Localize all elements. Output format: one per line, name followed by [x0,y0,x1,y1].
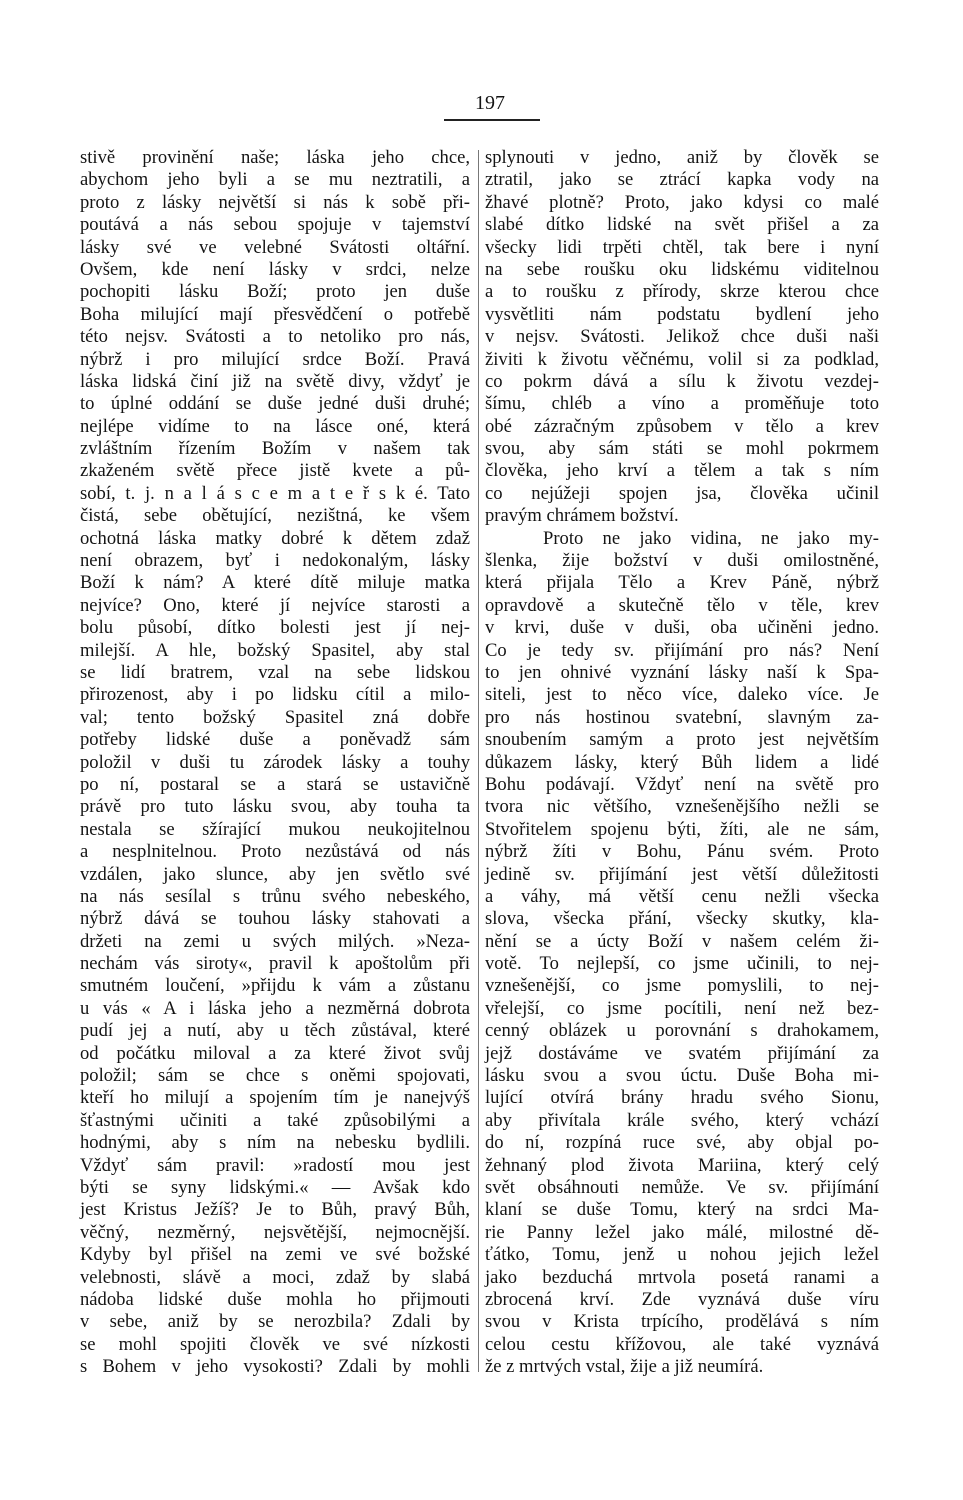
text-line: v nejsv. Svátosti. Jelikož chce duši naši [485,326,879,348]
page-number: 197 [475,92,505,114]
text-line: položil v duši tu zárodek lásky a touhy [80,751,470,773]
text-line: vřelejší, co jsme pocítili, není než bez- [485,997,879,1019]
text-line: šlenka, žije božství v duši omilostněné, [485,550,879,572]
text-line: této nejsv. Svátosti a to netoliko pro nás, [80,326,470,348]
left-column [80,147,470,1378]
text-line: živiti k životu věčnému, volil si za podklad, [485,348,879,370]
text-line: co pokrm dává a sílu k životu vezdej- [485,370,879,392]
text-line: tvora nic většího, vznešenějšího nežli se [485,796,879,818]
text-line: potřeby lidské duše a poněvadž sám [80,729,470,751]
text-line: a to roušku z přírody, skrze kterou chce [485,281,879,303]
text-line: lásku svou a svou úctu. Duše Boha mi- [485,1065,879,1087]
text-line: svou, aby sám státi se mohl pokrmem [485,438,879,460]
text-line: zbrocená krví. Zde vyznává duše víru [485,1288,879,1310]
text-line: zvláštním řízením Božím v našem tak [80,438,470,460]
text-line: šímu, chléb a víno a proměňuje toto [485,393,879,415]
text-line: kteří ho milují a spojením tím je nanejvýš [80,1087,470,1109]
text-line: slova, všecka přání, všecky skutky, kla- [485,908,879,930]
text-line: důkazem lásky, který Bůh lidem a lidé [485,751,879,773]
text-line: pravým chrámem božství. [485,505,679,527]
text-line: obé zázračným způsobem v tělo a krev [485,415,879,437]
text-line: čistá, sebe obětující, nezištná, ke všem [80,505,470,527]
text-line: snoubením samým a proto jest největším [485,729,879,751]
text-line: jejž dostáváme ve svatém přijímání za [485,1042,879,1064]
text-line: stivě provinění naše; láska jeho chce, [80,147,470,168]
text-line: a váhy, má větší cenu nežli všecka [485,885,879,907]
text-line: žehnaný plod života Mariina, který celý [485,1154,879,1176]
text-line: zkaženém světě přece jistě kvete a pů- [80,460,470,482]
text-line: sobí, t. j. n a l á s c e m a t e ř s k é. Tato [80,482,470,504]
text-line: Proto ne jako vidina, ne jako my- [543,527,879,549]
text-line: celou cestu křížovou, ale také vyznává [485,1333,879,1355]
text-line: ochotná láska matky dobré k dětem zdaž [80,527,470,549]
text-line: ťátko, Tomu, jenž u nohou jejich ležel [485,1244,879,1266]
text-line: žhavé plotně? Proto, jako kdysi co malé [485,191,879,213]
text-line: to jen ohnivé vyznání lásky naší k Spa- [485,661,879,683]
text-line: od počátku miloval a za které život svůj [80,1042,470,1064]
text-line: přirozenost, aby i po lidsku cítil a milo- [80,684,470,706]
text-line: vzdálen, jako slunce, aby jen světlo své [80,863,470,885]
text-line: jest Kristus Ježíš? Je to Bůh, pravý Bůh, [80,1199,470,1221]
text-line: Co je tedy sv. přijímání pro nás? Není [485,639,879,661]
text-line: pudí jej a nutí, aby u těch zůstával, které [80,1020,470,1042]
text-line: láska lidská činí již na světě divy, vždyť je [80,370,470,392]
text-line: nýbrž dává se touhou lásky stahovati a [80,908,470,930]
text-line: ztratil, jako se ztrácí kapka vody na [485,169,879,191]
text-line: velebnosti, slávě a moci, zdaž by slabá [80,1266,470,1288]
text-line: votě. To nejlepší, co jsme učinili, to nej- [485,953,879,975]
text-line: Stvořitelem spojenu býti, žíti, ale ne sám, [485,818,879,840]
text-line: se lidí bratrem, vzal na sebe lidskou [80,661,470,683]
text-line: vznešenější, co jsme pomyslili, to nej- [485,975,879,997]
text-line: lující otvírá brány hradu svého Sionu, [485,1087,879,1109]
text-line: jako bezduchá mrtvola posetá ranami a [485,1266,879,1288]
text-line: člověka, jeho krví a tělem a tak s ním [485,460,879,482]
column-divider [478,150,479,1372]
text-line: na nás sesílal s trůnu svého nebeského, [80,885,470,907]
text-line: že z mrtvých vstal, žije a již neumírá. [485,1356,764,1378]
text-line: není obrazem, byť i nedokonalým, lásky [80,550,470,572]
text-line: nejvíce? Ono, které jí nejvíce starosti a [80,594,470,616]
text-line: šťastnými učiniti a také způsobilými a [80,1109,470,1131]
text-line: pro nás hostinou svatební, slavným za- [485,706,879,728]
text-line: proto z lásky největší si nás k sobě při- [80,191,470,213]
text-line: rie Panny ležel jako málé, milostné dě- [485,1221,879,1243]
text-line: lásky své ve velebné Svátosti oltářní. [80,236,470,258]
text-line: nýbrž i pro milující srdce Boží. Pravá [80,348,470,370]
text-line: smutném loučení, »přijdu k vám a zůstanu [80,975,470,997]
text-line: nejlépe vidíme to na lásce oné, která [80,415,470,437]
text-line: Kdyby byl přišel na zemi ve své božské [80,1244,470,1266]
text-line: svět obsáhnouti nemůže. Ve sv. přijímání [485,1176,879,1198]
text-line: položil; sám se chce s oněmi spojovati, [80,1065,470,1087]
text-line: právě pro tuto lásku svou, aby touha ta [80,796,470,818]
text-line: býti se syny lidskými.« — Avšak kdo [80,1176,470,1198]
text-line: do ní, rozpíná ruce své, aby objal po- [485,1132,879,1154]
text-line: s Bohem v jeho vysokosti? Zdali by mohli [80,1356,470,1378]
text-line: aby přivítala krále svého, který vchází [485,1109,879,1131]
text-line: se mohl spojiti člověk ve své nízkosti [80,1333,470,1355]
text-line: hodnými, aby s ním na nebesku bydlili. [80,1132,470,1154]
text-line: Boha milující mají přesvědčení o potřebě [80,303,470,325]
text-line: to úplné oddání se duše jedné duši druhé; [80,393,470,415]
text-line: siteli, jest to něco více, daleko více. Je [485,684,879,706]
text-line: Ovšem, kde není lásky v srdci, nelze [80,258,470,280]
page-number-rule [444,119,540,121]
text-line: poutává a nás sebou spojuje v tajemství [80,214,470,236]
text-line: držeti na zemi u svých milých. »Neza- [80,930,470,952]
text-line: všecky lidi trpěti chtěl, tak bere i nyní [485,236,879,258]
text-line: nechám vás siroty«, pravil k apoštolům při [80,953,470,975]
text-line: v sebe, aniž by se nerozbila? Zdali by [80,1311,470,1333]
text-line: nýbrž žíti v Bohu, Pánu svém. Proto [485,841,879,863]
text-line: nění se a úcty Boží v našem celém ži- [485,930,879,952]
text-line: věčný, nezměrný, nejsvětější, nejmocnější. [80,1221,470,1243]
text-line: a nesplnitelnou. Proto nezůstává od nás [80,841,470,863]
text-line: u vás « A i láska jeho a nezměrná dobrota [80,997,470,1019]
text-line: klaní se duše Tomu, který na srdci Ma- [485,1199,879,1221]
text-line: v krvi, duše v duši, oba učiněni jedno. [485,617,879,639]
text-line: pochopiti lásku Boží; proto jen duše [80,281,470,303]
text-line: opravdově a skutečně tělo v těle, krev [485,594,879,616]
right-column [485,147,879,1378]
text-line: na sebe roušku oku lidskému viditelnou [485,258,879,280]
text-line: jedině sv. přijímání jest větší důležitosti [485,863,879,885]
text-line: abychom jeho byli a se mu neztratili, a [80,169,470,191]
text-line: nádoba lidské duše mohla ho přijmouti [80,1288,470,1310]
text-line: která přijala Tělo a Krev Páně, nýbrž [485,572,879,594]
text-line: nestala se sžírající mukou neukojitelnou [80,818,470,840]
text-line: svou v Krista trpícího, prodělává s ním [485,1311,879,1333]
text-line: Boží k nám? A které dítě miluje matka [80,572,470,594]
text-line: Vždyť sám pravil: »radostí mou jest [80,1154,470,1176]
text-line: milejší. A hle, božský Spasitel, aby stal [80,639,470,661]
text-line: val; tento božský Spasitel zná dobře [80,706,470,728]
text-line: splynouti v jedno, aniž by člověk se [485,147,879,168]
text-line: bolu působí, dítko bolesti jest jí nej- [80,617,470,639]
text-line: cenný oblázek u porovnání s drahokamem, [485,1020,879,1042]
text-line: Bohu podávají. Vždyť není na světě pro [485,773,879,795]
text-line: co nejúžeji spojen jsa, člověka učinil [485,482,879,504]
text-line: po ní, postaral se a stará se ustavičně [80,773,470,795]
text-line: vysvětliti nám podstatu bydlení jeho [485,303,879,325]
text-line: slabé dítko lidské na svět přišel a za [485,214,879,236]
